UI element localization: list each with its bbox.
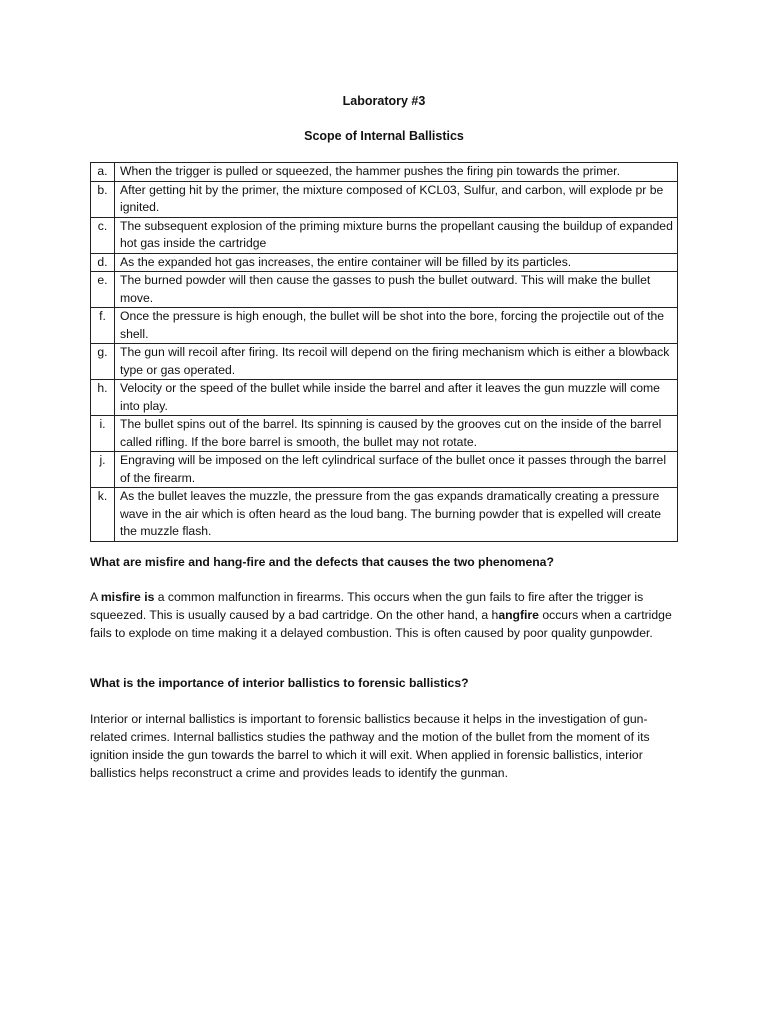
answer-interior-ballistics: Interior or internal ballistics is important to forensic ballistics because it helps in the investigation of gun-related crimes. Internal ballistics studies the pathway and the motion of the bullet from the moment of its ignition inside the gun towards the barrel to which it will exit. When applied in forensic ballistics, interior ballistics helps reconstruct a crime and provides leads to identify the gunman.: [90, 712, 650, 780]
answer-misfire-text: a common malfunction in firearms. This occurs when the gun fails to fire after the trigger is squeezed. This is usually caused by a bad cartridge. On the other hand, a h: [90, 590, 644, 622]
step-letter: f.: [91, 308, 115, 344]
step-text: The gun will recoil after firing. Its recoil will depend on the firing mechanism which is either a blowback type or gas operated.: [115, 344, 678, 380]
step-letter: g.: [91, 344, 115, 380]
step-text: Velocity or the speed of the bullet while inside the barrel and after it leaves the gun muzzle will come into play.: [115, 380, 678, 416]
section-title: Scope of Internal Ballistics: [304, 129, 464, 143]
step-text: The bullet spins out of the barrel. Its spinning is caused by the grooves cut on the inside of the barrel called rifling. If the bore barrel is smooth, the bullet may not rotate.: [115, 416, 678, 452]
table-row: [91, 181, 678, 217]
step-text: When the trigger is pulled or squeezed, the hammer pushes the firing pin towards the primer.: [115, 163, 678, 182]
step-letter: c.: [91, 217, 115, 253]
step-text: The burned powder will then cause the gasses to push the bullet outward. This will make the bullet move.: [115, 272, 678, 308]
table-row: [91, 308, 678, 344]
step-letter: e.: [91, 272, 115, 308]
step-letter: j.: [91, 452, 115, 488]
step-text: As the bullet leaves the muzzle, the pressure from the gas expands dramatically creating a pressure wave in the air which is often heard as the loud bang. The burning powder that is expelled will create the muzzle flash.: [115, 488, 678, 542]
table-row: [91, 217, 678, 253]
answer-misfire: [90, 588, 680, 642]
table-row: [91, 253, 678, 272]
step-letter: i.: [91, 416, 115, 452]
table-row: [91, 163, 678, 182]
table-row: [91, 344, 678, 380]
question-misfire: What are misfire and hang-fire and the defects that causes the two phenomena?: [90, 555, 554, 569]
term-misfire: misfire is: [100, 590, 155, 604]
steps-table-body: [91, 163, 678, 542]
step-letter: k.: [91, 488, 115, 542]
step-letter: d.: [91, 253, 115, 272]
ballistics-steps-table: [90, 162, 678, 542]
step-text: The subsequent explosion of the priming mixture burns the propellant causing the buildup of expanded hot gas inside the cartridge: [115, 217, 678, 253]
table-row: [91, 380, 678, 416]
step-letter: a.: [91, 163, 115, 182]
answer-misfire-text: A: [90, 590, 101, 604]
step-letter: b.: [91, 181, 115, 217]
question-interior-ballistics: What is the importance of interior ballistics to forensic ballistics?: [90, 676, 469, 690]
step-text: As the expanded hot gas increases, the entire container will be filled by its particles.: [115, 253, 678, 272]
table-row: [91, 452, 678, 488]
step-text: After getting hit by the primer, the mixture composed of KCL03, Sulfur, and carbon, will explode pr be ignited.: [115, 181, 678, 217]
table-row: [91, 488, 678, 542]
table-row: [91, 272, 678, 308]
answer-misfire-text: occurs when a cartridge fails to explode on time making it a delayed combustion. This is often caused by poor quality gunpowder.: [90, 608, 672, 640]
term-hangfire: angfire: [498, 608, 539, 622]
lab-title: Laboratory #3: [342, 94, 426, 108]
step-text: Once the pressure is high enough, the bullet will be shot into the bore, forcing the projectile out of the shell.: [115, 308, 678, 344]
table-row: [91, 416, 678, 452]
step-text: Engraving will be imposed on the left cylindrical surface of the bullet once it passes through the barrel of the firearm.: [115, 452, 678, 488]
step-letter: h.: [91, 380, 115, 416]
